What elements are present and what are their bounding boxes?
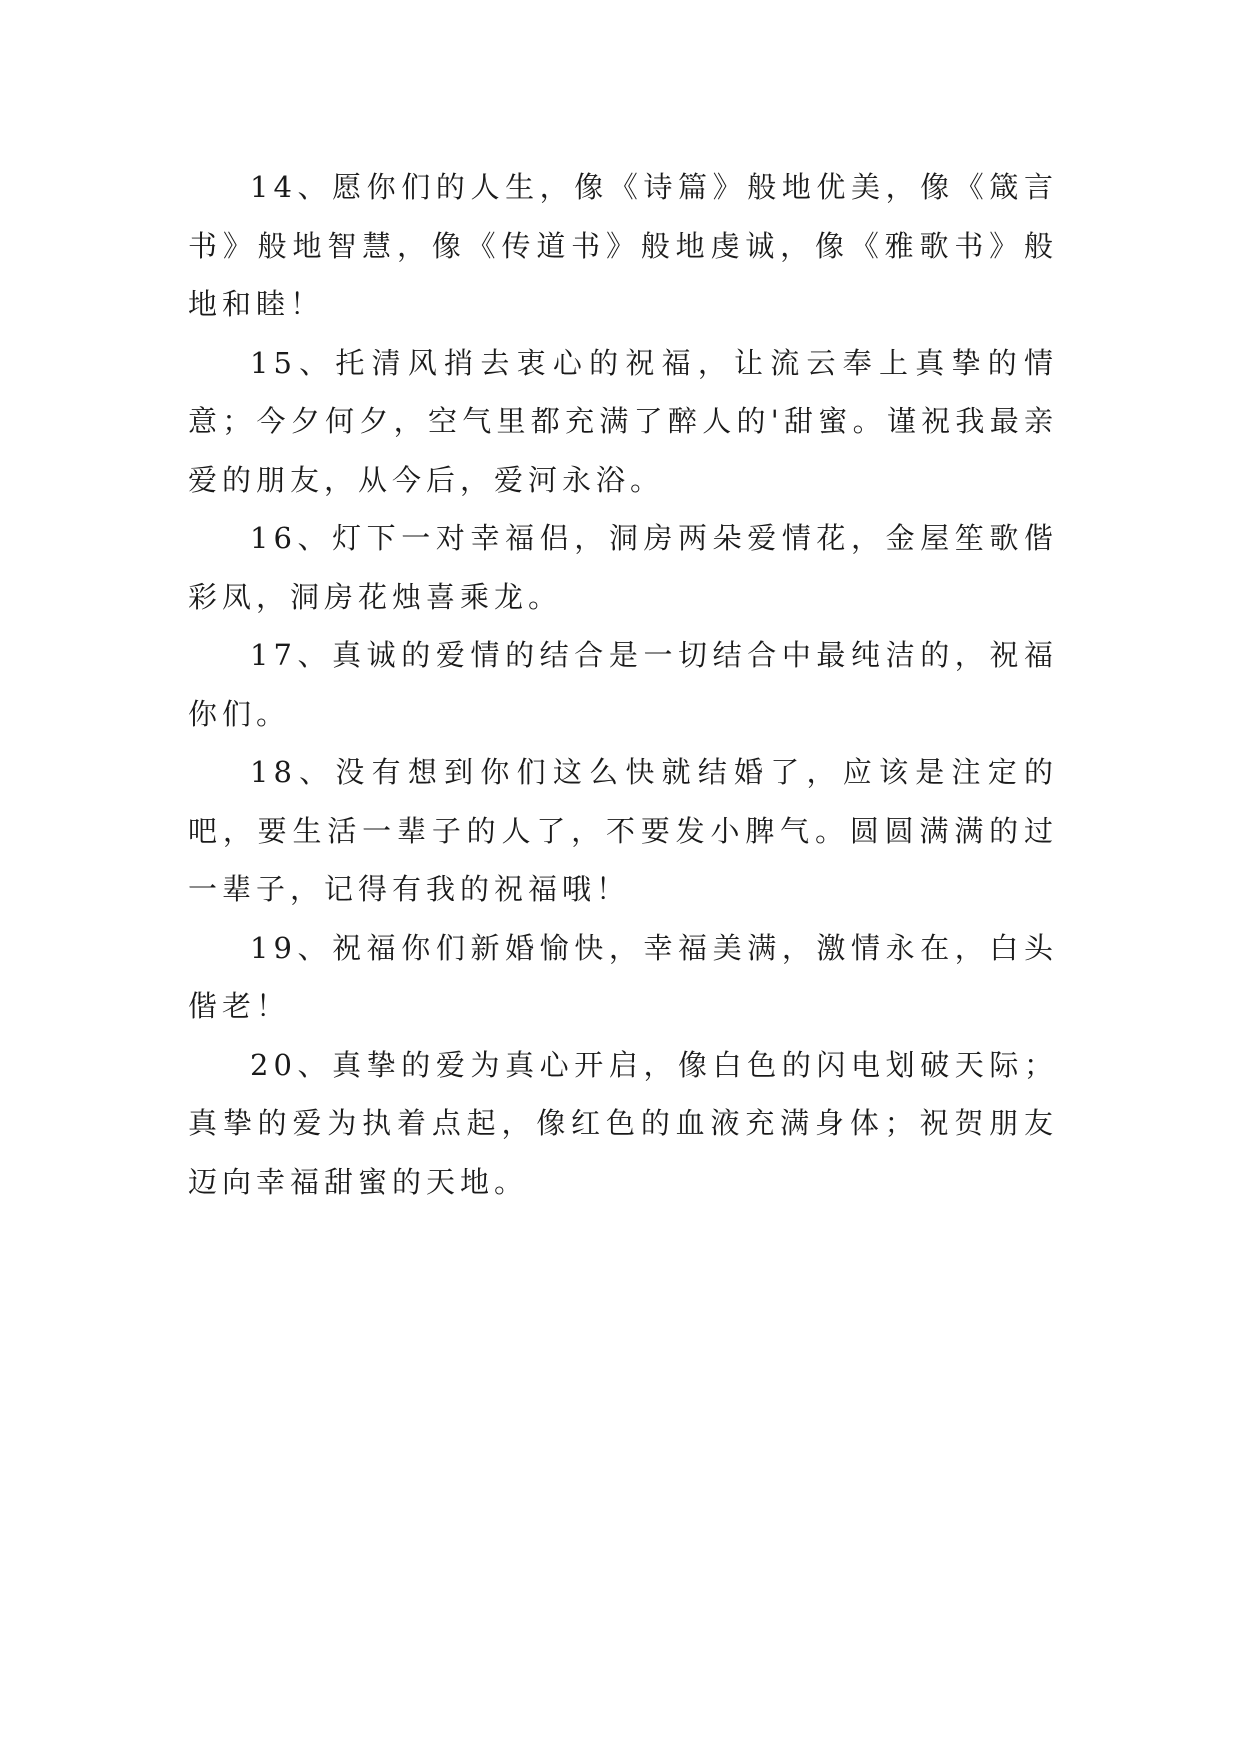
paragraph-17: 17、真诚的爱情的结合是一切结合中最纯洁的，祝福你们。	[188, 638, 1058, 731]
paragraph-14: 14、愿你们的人生，像《诗篇》般地优美，像《箴言书》般地智慧，像《传道书》般地虔诚，像《雅歌书》般地和睦！	[188, 170, 1058, 321]
paragraph-18: 18、没有想到你们这么快就结婚了，应该是注定的吧，要生活一辈子的人了，不要发小脾气。圆圆满满的过一辈子，记得有我的祝福哦！	[188, 755, 1058, 906]
document-body	[188, 158, 1058, 1211]
paragraph-15: 15、托清风捎去衷心的祝福，让流云奉上真挚的情意；今夕何夕，空气里都充满了醉人的'甜蜜。谨祝我最亲爱的朋友，从今后，爱河永浴。	[188, 345, 1058, 497]
paragraph-20: 20、真挚的爱为真心开启，像白色的闪电划破天际；真挚的爱为执着点起，像红色的血液充满身体；祝贺朋友迈向幸福甜蜜的天地。	[188, 1047, 1058, 1199]
paragraph-16: 16、灯下一对幸福侣，洞房两朵爱情花，金屋笙歌偕彩凤，洞房花烛喜乘龙。	[188, 521, 1058, 614]
paragraph-19: 19、祝福你们新婚愉快，幸福美满，激情永在，白头偕老！	[188, 930, 1058, 1023]
